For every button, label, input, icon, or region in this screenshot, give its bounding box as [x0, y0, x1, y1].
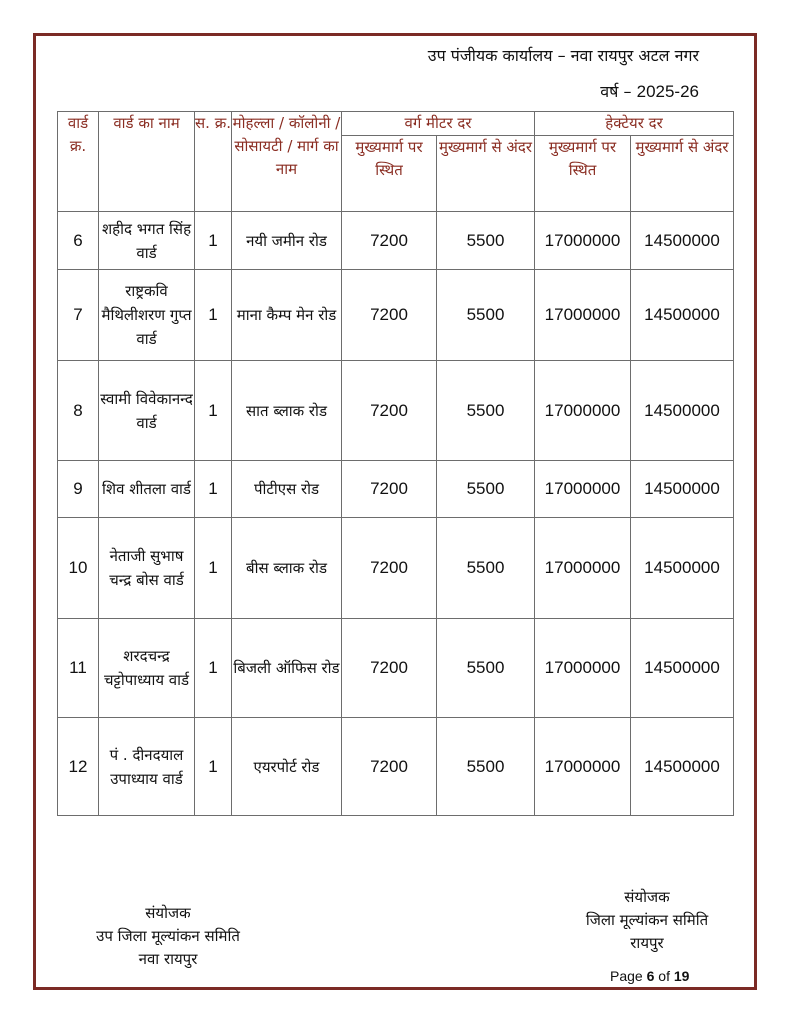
serial-cell: 1 [195, 212, 232, 270]
page-word: Page [610, 968, 643, 984]
sqm-main-cell: 7200 [342, 518, 437, 619]
locality-cell: बिजली ऑफिस रोड [232, 619, 342, 718]
col-header-ha-inside-main-road: मुख्यमार्ग से अंदर [631, 136, 734, 212]
ha-inside-cell: 14500000 [631, 361, 734, 461]
serial-cell: 1 [195, 461, 232, 518]
ward-name-cell: शहीद भगत सिंह वार्ड [99, 212, 195, 270]
ward-name-cell: राष्ट्रकवि मैथिलीशरण गुप्त वार्ड [99, 270, 195, 361]
year-value: 2025-26 [636, 82, 699, 101]
ha-main-cell: 17000000 [535, 518, 631, 619]
table-row [58, 461, 734, 518]
ha-main-cell: 17000000 [535, 461, 631, 518]
ha-main-cell: 17000000 [535, 361, 631, 461]
sqm-inside-cell: 5500 [437, 718, 535, 816]
sqm-main-cell: 7200 [342, 361, 437, 461]
page-current: 6 [646, 968, 655, 984]
page-number [610, 968, 689, 984]
serial-cell: 1 [195, 518, 232, 619]
page-total: 19 [673, 968, 690, 984]
ha-inside-cell: 14500000 [631, 619, 734, 718]
sqm-inside-cell: 5500 [437, 461, 535, 518]
ha-inside-cell: 14500000 [631, 518, 734, 619]
ward-no-cell: 7 [58, 270, 99, 361]
signature-right-title: संयोजक [624, 888, 670, 906]
ward-no-cell: 8 [58, 361, 99, 461]
locality-cell: पीटीएस रोड [232, 461, 342, 518]
signature-left-committee: उप जिला मूल्यांकन समिति [96, 927, 240, 945]
ward-no-cell: 12 [58, 718, 99, 816]
ha-main-cell: 17000000 [535, 718, 631, 816]
locality-cell: माना कैम्प मेन रोड [232, 270, 342, 361]
table-row [58, 518, 734, 619]
sqm-inside-cell: 5500 [437, 212, 535, 270]
signature-left-place: नवा रायपुर [138, 950, 198, 968]
col-header-ward-name: वार्ड का नाम [99, 112, 195, 212]
ha-inside-cell: 14500000 [631, 212, 734, 270]
serial-cell: 1 [195, 361, 232, 461]
locality-cell: एयरपोर्ट रोड [232, 718, 342, 816]
signature-left-title: संयोजक [145, 904, 191, 922]
sqm-main-cell: 7200 [342, 461, 437, 518]
sqm-inside-cell: 5500 [437, 518, 535, 619]
year-label: वर्ष – [600, 82, 632, 101]
locality-cell: बीस ब्लाक रोड [232, 518, 342, 619]
col-header-ward-no: वार्ड क्र. [58, 112, 99, 212]
ward-no-cell: 9 [58, 461, 99, 518]
ward-name-cell: नेताजी सुभाष चन्द्र बोस वार्ड [99, 518, 195, 619]
locality-cell: नयी जमीन रोड [232, 212, 342, 270]
sqm-main-cell: 7200 [342, 619, 437, 718]
sqm-inside-cell: 5500 [437, 619, 535, 718]
ha-inside-cell: 14500000 [631, 270, 734, 361]
col-header-sqm-inside-main-road: मुख्यमार्ग से अंदर [437, 136, 535, 212]
col-header-locality: मोहल्ला / कॉलोनी / सोसायटी / मार्ग का नाम [232, 112, 342, 212]
sqm-inside-cell: 5500 [437, 270, 535, 361]
table-row [58, 361, 734, 461]
ha-inside-cell: 14500000 [631, 461, 734, 518]
serial-cell: 1 [195, 619, 232, 718]
table-row [58, 619, 734, 718]
ward-no-cell: 10 [58, 518, 99, 619]
signature-right-committee: जिला मूल्यांकन समिति [585, 911, 709, 929]
ward-name-cell: शरदचन्द्र चट्टोपाध्याय वार्ड [99, 619, 195, 718]
ha-main-cell: 17000000 [535, 270, 631, 361]
sqm-main-cell: 7200 [342, 718, 437, 816]
table-row [58, 212, 734, 270]
ward-no-cell: 6 [58, 212, 99, 270]
sqm-inside-cell: 5500 [437, 361, 535, 461]
col-group-sqm-rate: वर्ग मीटर दर [342, 112, 535, 136]
ward-name-cell: स्वामी विवेकानन्द वार्ड [99, 361, 195, 461]
sqm-main-cell: 7200 [342, 270, 437, 361]
ha-main-cell: 17000000 [535, 619, 631, 718]
signature-right-place: रायपुर [630, 934, 664, 952]
ward-no-cell: 11 [58, 619, 99, 718]
ha-inside-cell: 14500000 [631, 718, 734, 816]
col-header-sqm-on-main-road: मुख्यमार्ग पर स्थित [342, 136, 437, 212]
locality-cell: सात ब्लाक रोड [232, 361, 342, 461]
rates-table [57, 111, 734, 816]
col-header-ha-on-main-road: मुख्यमार्ग पर स्थित [535, 136, 631, 212]
ward-name-cell: शिव शीतला वार्ड [99, 461, 195, 518]
serial-cell: 1 [195, 270, 232, 361]
sqm-main-cell: 7200 [342, 212, 437, 270]
ward-name-cell: पं . दीनदयाल उपाध्याय वार्ड [99, 718, 195, 816]
signature-block-left [78, 902, 258, 971]
office-title: उप पंजीयक कार्यालय – नवा रायपुर अटल नगर [427, 46, 699, 65]
year-line [600, 80, 699, 102]
table-row [58, 270, 734, 361]
serial-cell: 1 [195, 718, 232, 816]
signature-block-right [572, 886, 722, 955]
col-header-serial: स. क्र. [195, 112, 232, 212]
col-group-hectare-rate: हेक्टेयर दर [535, 112, 734, 136]
ha-main-cell: 17000000 [535, 212, 631, 270]
table-row [58, 718, 734, 816]
of-word: of [658, 968, 670, 984]
